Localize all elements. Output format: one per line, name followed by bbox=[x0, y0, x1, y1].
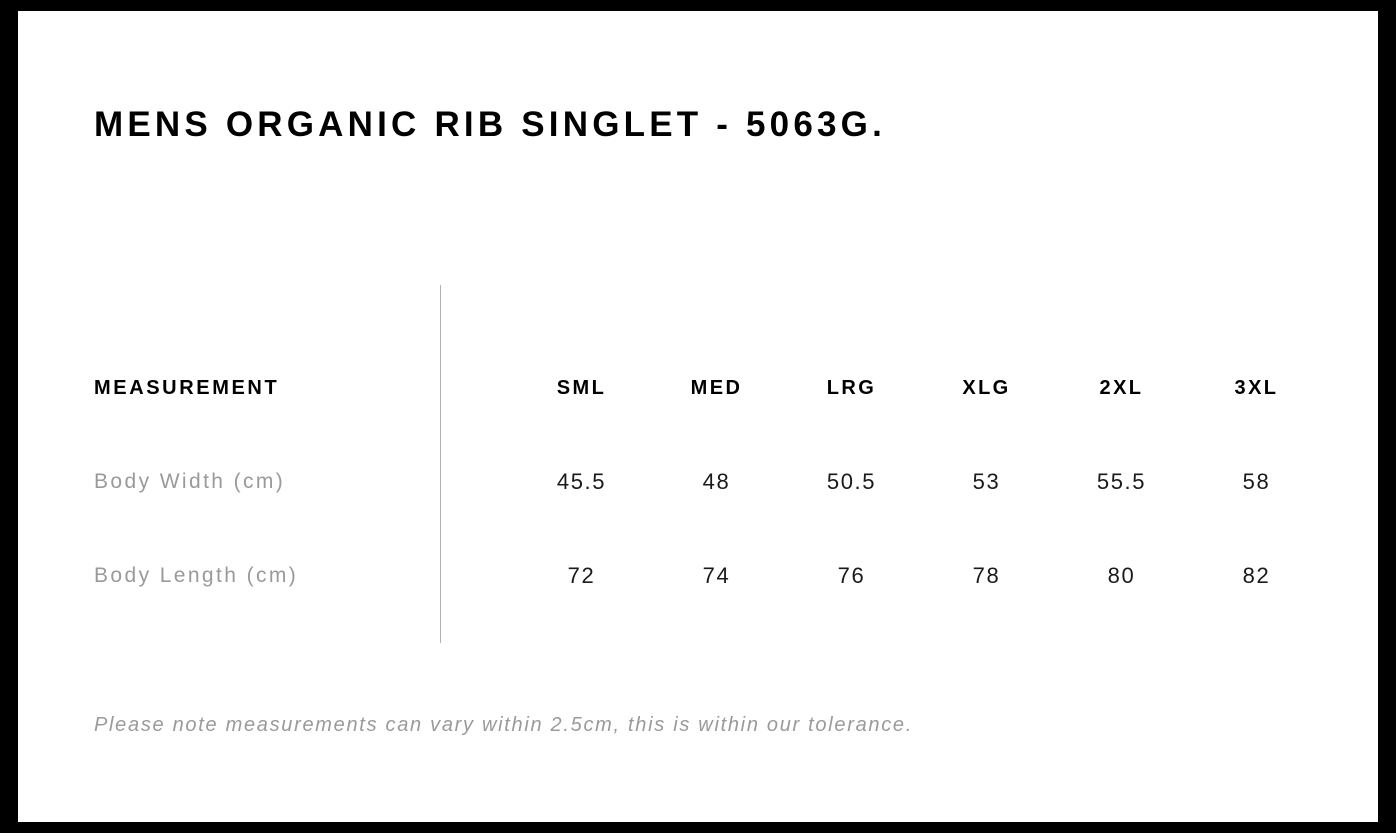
column-header-xlg: XLG bbox=[962, 376, 1011, 399]
column-header-sml: SML bbox=[556, 376, 607, 399]
cell-body-length-med: 74 bbox=[702, 563, 731, 588]
column-header-lrg: LRG bbox=[826, 376, 877, 399]
row-label-body-length: Body Length (cm) bbox=[94, 564, 299, 587]
column-header-measurement: MEASUREMENT bbox=[94, 376, 280, 399]
size-chart-page bbox=[18, 11, 1378, 822]
column-header-2xl: 2XL bbox=[1099, 376, 1144, 399]
cell-body-length-sml: 72 bbox=[567, 563, 596, 588]
cell-body-width-sml: 45.5 bbox=[556, 469, 607, 494]
cell-body-width-xlg: 53 bbox=[972, 469, 1001, 494]
cell-body-length-2xl: 80 bbox=[1107, 563, 1136, 588]
column-header-med: MED bbox=[690, 376, 743, 399]
column-header-3xl: 3XL bbox=[1234, 376, 1279, 399]
cell-body-width-2xl: 55.5 bbox=[1096, 469, 1147, 494]
cell-body-width-3xl: 58 bbox=[1242, 469, 1271, 494]
cell-body-width-lrg: 50.5 bbox=[826, 469, 877, 494]
page-title: MENS ORGANIC RIB SINGLET - 5063G. bbox=[94, 105, 887, 144]
row-label-body-width: Body Width (cm) bbox=[94, 470, 286, 493]
tolerance-note: Please note measurements can vary within 2.5cm, this is within our tolerance. bbox=[94, 714, 913, 736]
table-row bbox=[94, 435, 1324, 529]
cell-body-width-med: 48 bbox=[702, 469, 731, 494]
cell-body-length-lrg: 76 bbox=[837, 563, 866, 588]
table-row bbox=[94, 529, 1324, 623]
table-header-row bbox=[94, 341, 1324, 435]
cell-body-length-3xl: 82 bbox=[1242, 563, 1271, 588]
cell-body-length-xlg: 78 bbox=[972, 563, 1001, 588]
size-chart-table bbox=[94, 341, 1324, 623]
